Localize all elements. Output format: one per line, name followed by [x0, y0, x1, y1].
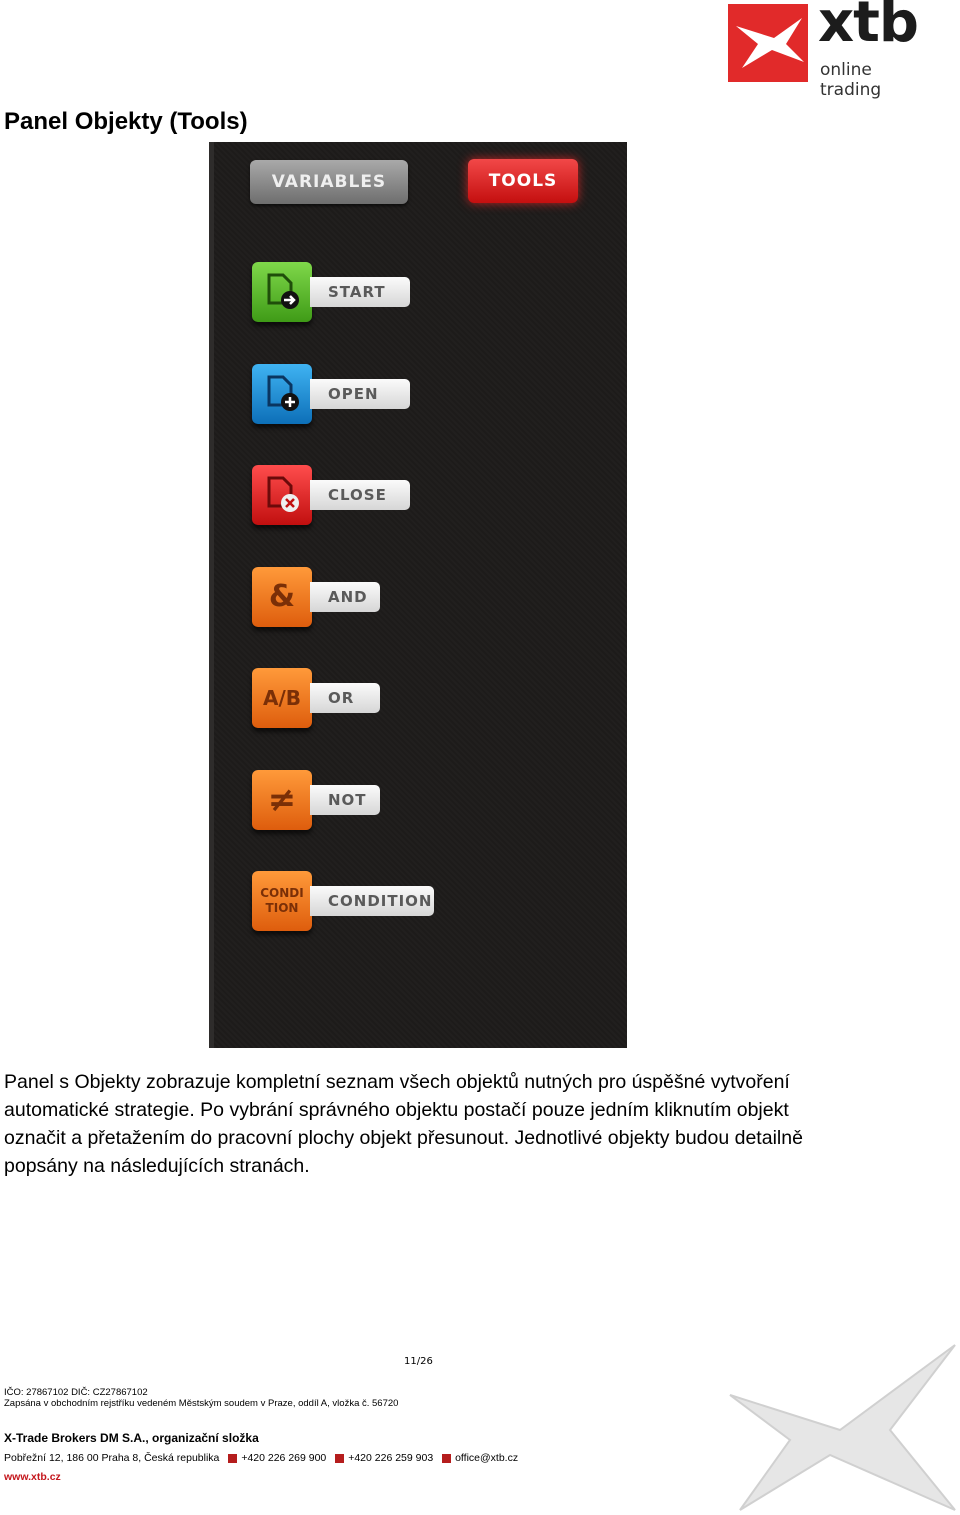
tool-label: CLOSE [310, 480, 410, 510]
tool-label: NOT [310, 785, 380, 815]
logo-wordmark: xtb [818, 0, 918, 55]
xtb-watermark-icon [720, 1335, 960, 1515]
footer-address: Pobřežní 12, 186 00 Praha 8, Česká republika [4, 1452, 220, 1464]
document-x-icon [252, 465, 312, 525]
document-plus-icon [252, 364, 312, 424]
tool-label: AND [310, 582, 380, 612]
ampersand-icon: & [252, 567, 312, 627]
tab-tools[interactable]: TOOLS [468, 159, 578, 203]
footer-company: X-Trade Brokers DM S.A., organizační složka [4, 1431, 259, 1445]
condition-icon: CONDI TION [252, 871, 312, 931]
xtb-logo [728, 0, 938, 100]
email-icon [442, 1454, 451, 1463]
tab-variables[interactable]: VARIABLES [250, 160, 408, 204]
or-icon: A/B [252, 668, 312, 728]
tool-label: OR [310, 683, 380, 713]
tool-label: START [310, 277, 410, 307]
xtb-x-icon [728, 4, 808, 82]
tools-panel-screenshot [209, 142, 627, 1048]
footer-ids: IČO: 27867102 DIČ: CZ27867102 [4, 1387, 148, 1398]
page-title: Panel Objekty (Tools) [4, 108, 248, 135]
logo-tagline: online trading [820, 60, 882, 100]
document-arrow-icon [252, 262, 312, 322]
footer-email[interactable]: office@xtb.cz [455, 1452, 519, 1464]
footer-registry: Zapsána v obchodním rejstříku vedeném Městským soudem v Praze, oddíl A, vložka č. 56720 [4, 1398, 399, 1409]
tool-label: OPEN [310, 379, 410, 409]
phone-icon [228, 1454, 237, 1463]
fax-icon [335, 1454, 344, 1463]
description-paragraph: Panel s Objekty zobrazuje kompletní seznam všech objektů nutných pro úspěšné vytvoření automatické strategie. Po vybrání správného objektu postačí pouze jedním kliknutím objekt označit a přetažením do pracovní plochy objekt přesunout. Jednotlivé objekty budou detailně popsány na následujících stranách. [4, 1071, 803, 1177]
footer-contact [4, 1452, 518, 1464]
footer-phone: +420 226 269 900 [241, 1452, 327, 1464]
page-number: 11/26 [404, 1356, 433, 1367]
footer-website-link[interactable]: www.xtb.cz [4, 1471, 61, 1483]
tool-label: CONDITION [310, 886, 434, 916]
not-equal-icon: ≠ [252, 770, 312, 830]
footer-fax: +420 226 259 903 [348, 1452, 434, 1464]
